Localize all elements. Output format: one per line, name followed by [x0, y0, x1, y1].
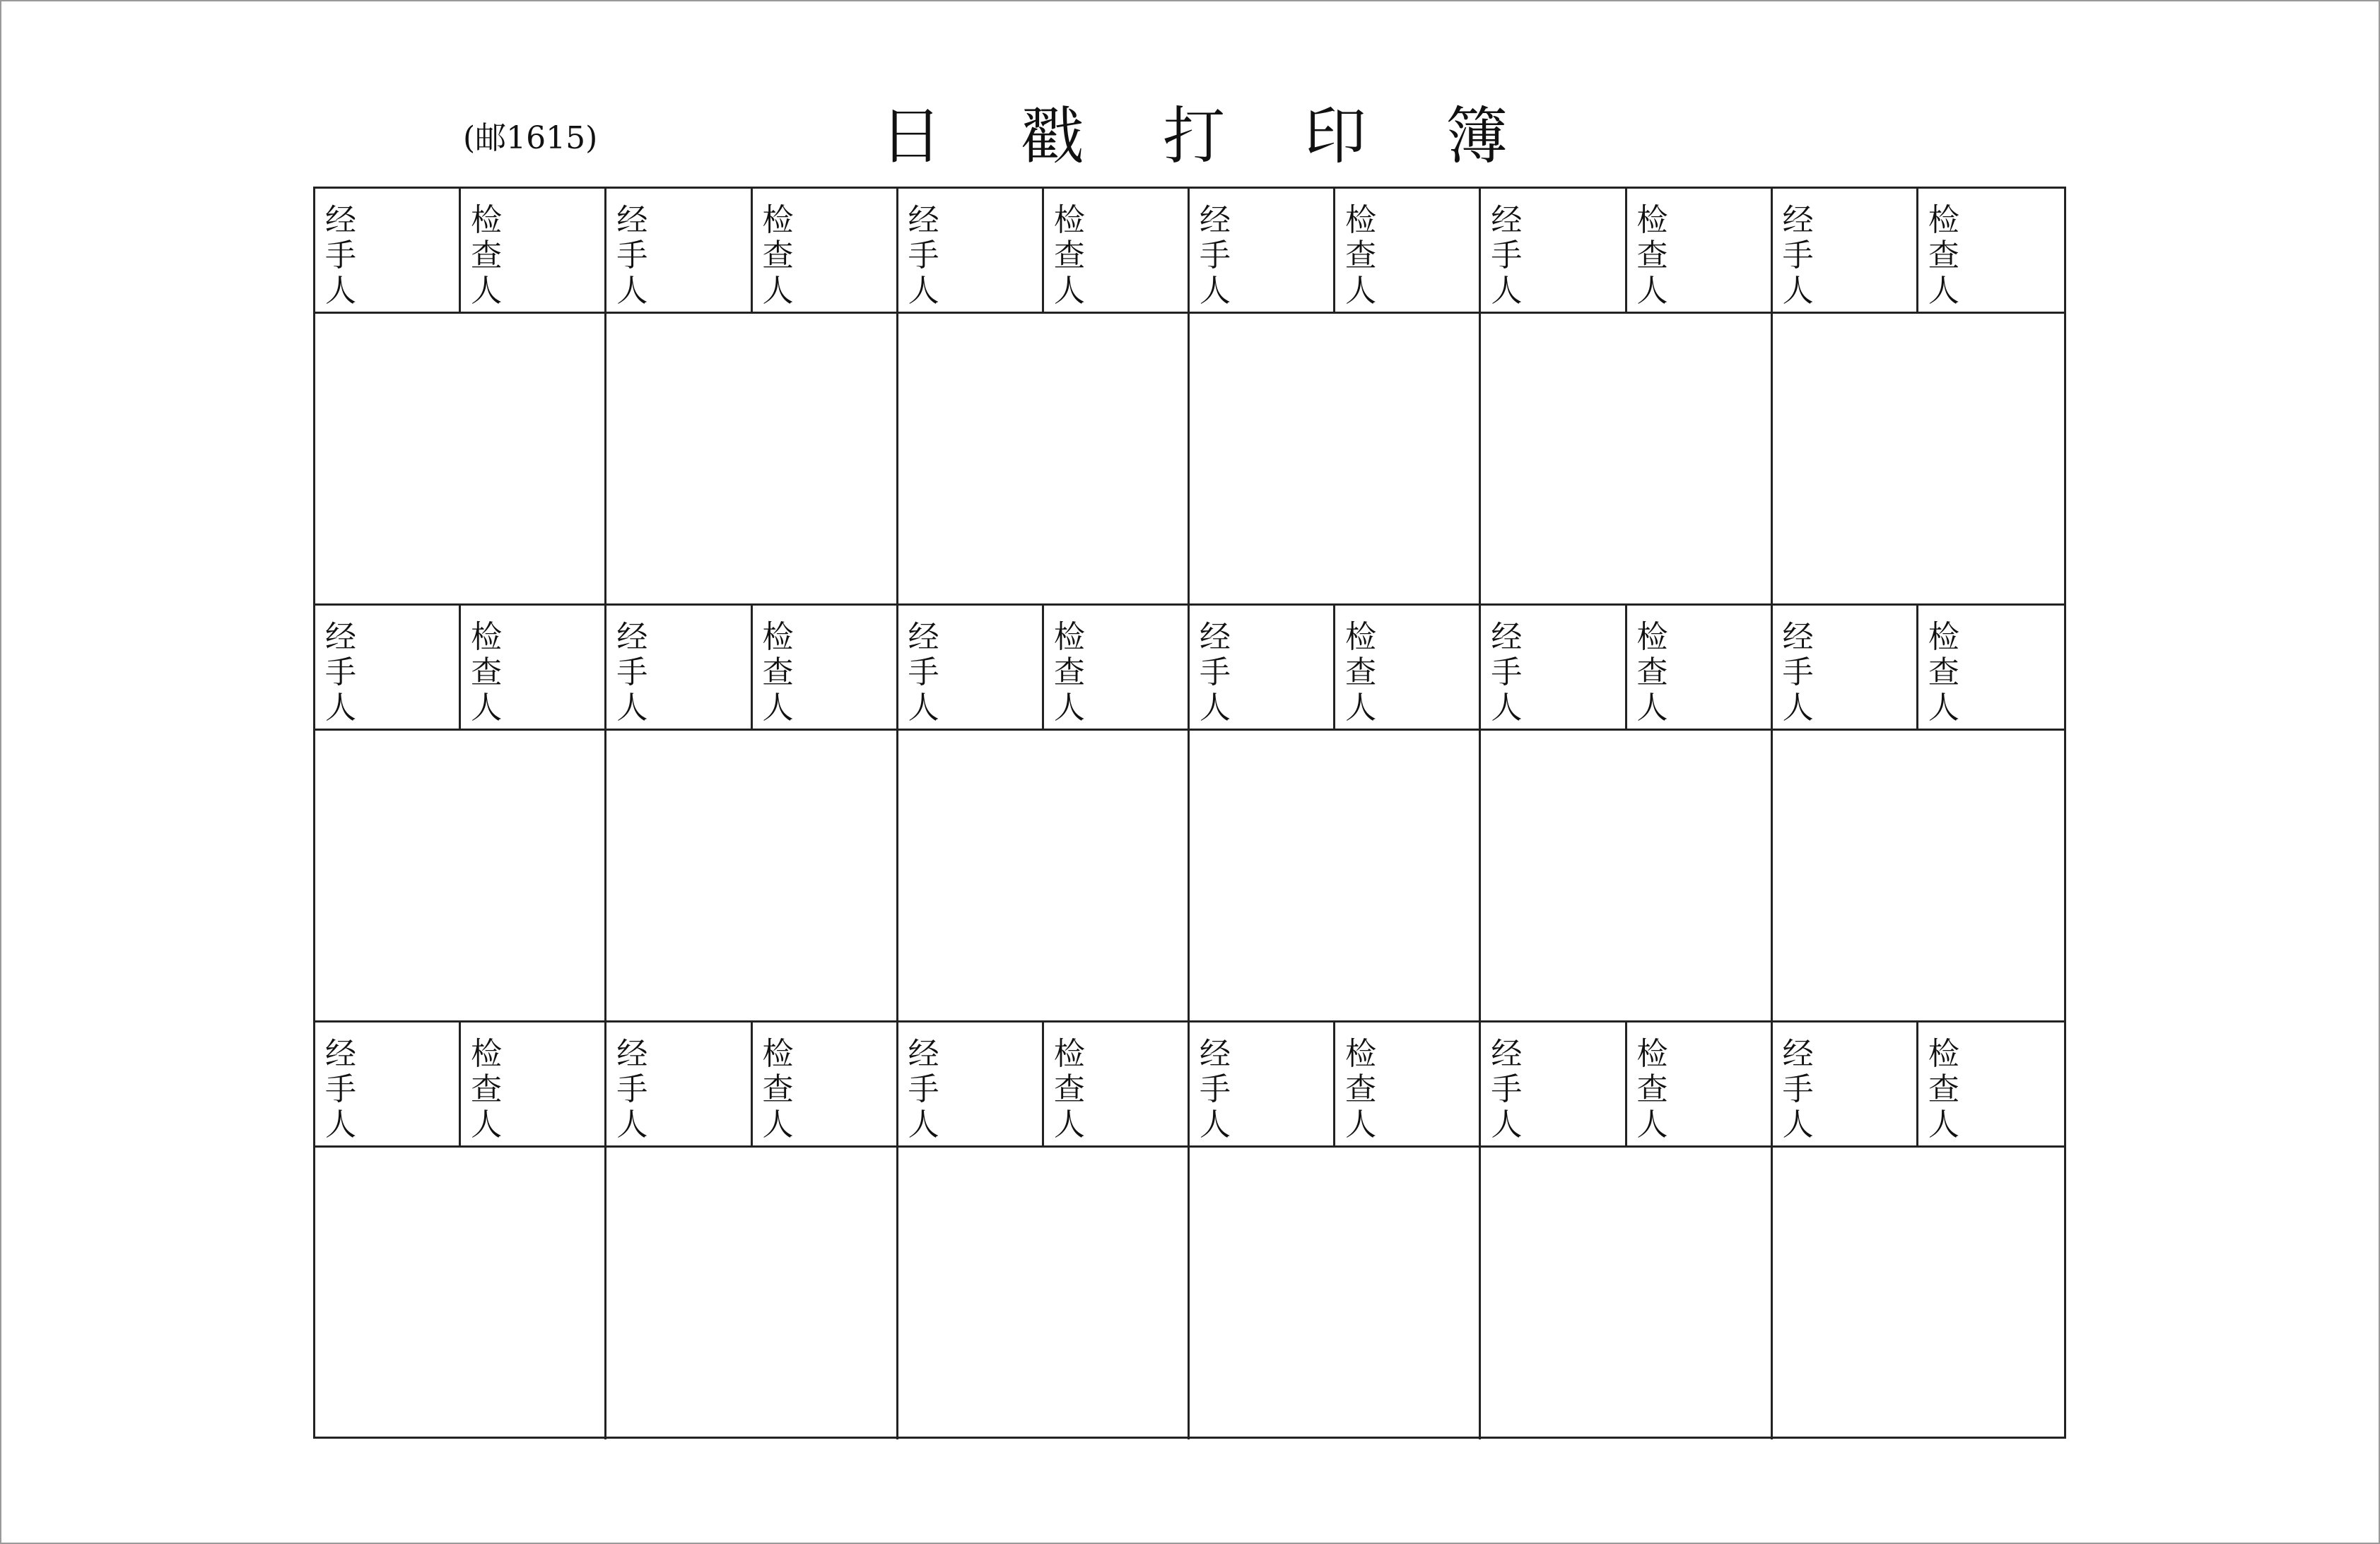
label-handler: 经 手 人 [315, 1023, 461, 1148]
stamp-impression-box [1773, 1148, 2064, 1439]
stamp-record-grid [313, 187, 2066, 1439]
label-checker: 检 查 人 [1627, 189, 1773, 314]
label-checker: 检 查 人 [753, 606, 898, 731]
label-checker: 检 查 人 [753, 189, 898, 314]
label-handler: 经 手 人 [898, 189, 1044, 314]
label-handler: 经 手 人 [1481, 606, 1626, 731]
label-checker: 检 查 人 [1627, 606, 1773, 731]
label-handler: 经 手 人 [898, 1023, 1044, 1148]
label-handler: 经 手 人 [1190, 1023, 1335, 1148]
page-title: 日戳打印簿 [880, 100, 1588, 172]
label-checker: 检 查 人 [1918, 1023, 2064, 1148]
stamp-impression-box [1190, 314, 1481, 606]
stamp-impression-box [1481, 1148, 1772, 1439]
stamp-impression-box [1481, 314, 1772, 606]
stamp-impression-box [1481, 731, 1772, 1023]
stamp-impression-box [315, 314, 606, 606]
label-handler: 经 手 人 [1190, 189, 1335, 314]
label-checker: 检 查 人 [1044, 1023, 1190, 1148]
label-checker: 检 查 人 [1335, 189, 1481, 314]
stamp-impression-box [1190, 731, 1481, 1023]
stamp-impression-box [1773, 314, 2064, 606]
label-checker: 检 查 人 [1044, 606, 1190, 731]
stamp-impression-box [606, 731, 898, 1023]
label-checker: 检 查 人 [1335, 606, 1481, 731]
stamp-impression-box [1190, 1148, 1481, 1439]
label-checker: 检 查 人 [1918, 606, 2064, 731]
label-handler: 经 手 人 [1190, 606, 1335, 731]
label-handler: 经 手 人 [1773, 1023, 1918, 1148]
stamp-impression-box [898, 1148, 1190, 1439]
label-checker: 检 查 人 [1918, 189, 2064, 314]
stamp-impression-box [606, 314, 898, 606]
label-handler: 经 手 人 [606, 1023, 752, 1148]
label-handler: 经 手 人 [1773, 189, 1918, 314]
label-handler: 经 手 人 [606, 606, 752, 731]
stamp-impression-box [898, 731, 1190, 1023]
label-handler: 经 手 人 [1481, 189, 1626, 314]
label-checker: 检 查 人 [753, 1023, 898, 1148]
label-handler: 经 手 人 [1481, 1023, 1626, 1148]
label-handler: 经 手 人 [606, 189, 752, 314]
stamp-impression-box [898, 314, 1190, 606]
label-handler: 经 手 人 [315, 606, 461, 731]
label-checker: 检 查 人 [1335, 1023, 1481, 1148]
label-checker: 检 查 人 [461, 189, 606, 314]
label-handler: 经 手 人 [315, 189, 461, 314]
stamp-impression-box [315, 1148, 606, 1439]
form-code: (邮1615) [463, 120, 598, 156]
label-handler: 经 手 人 [1773, 606, 1918, 731]
label-checker: 检 查 人 [461, 1023, 606, 1148]
label-checker: 检 查 人 [1627, 1023, 1773, 1148]
label-checker: 检 查 人 [1044, 189, 1190, 314]
stamp-impression-box [1773, 731, 2064, 1023]
label-checker: 检 查 人 [461, 606, 606, 731]
label-handler: 经 手 人 [898, 606, 1044, 731]
stamp-impression-box [606, 1148, 898, 1439]
stamp-impression-box [315, 731, 606, 1023]
